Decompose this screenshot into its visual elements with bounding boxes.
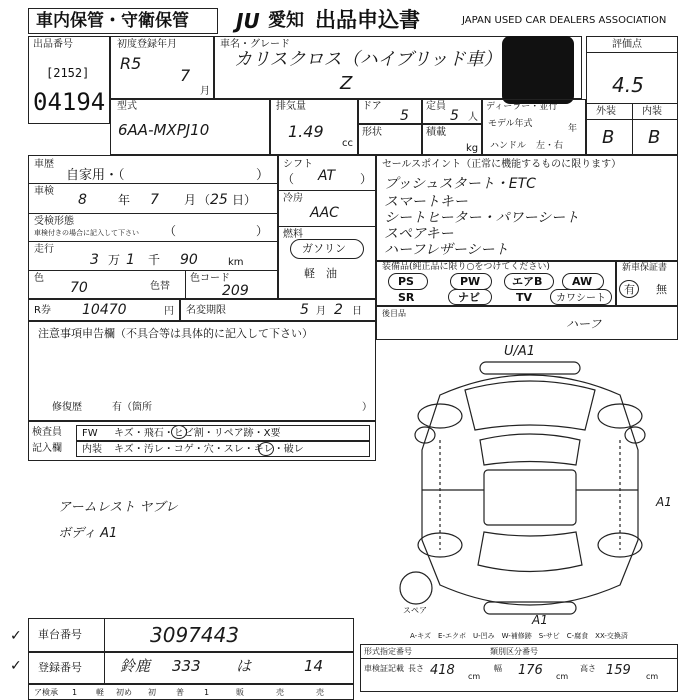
recycle-label: R券 <box>34 305 51 316</box>
shift-value: AT <box>318 168 336 184</box>
mileage-sen: 1 <box>126 252 135 268</box>
inspector-mark-2 <box>258 442 274 456</box>
shift-label: シフト <box>283 159 313 170</box>
length-value: 418 <box>430 663 455 678</box>
first-reg-month: 7 <box>180 66 191 85</box>
equip-pw-circle <box>450 273 492 290</box>
doc-2: 1 <box>72 688 78 697</box>
repair-close: ） <box>362 402 372 413</box>
model-code-label: 型式 <box>117 101 137 112</box>
shaken-day-open: （ <box>198 193 211 207</box>
warranty-no: 無 <box>656 283 667 296</box>
category-label: 類別区分番号 <box>490 647 538 656</box>
load-label: 積載 <box>426 127 446 138</box>
ju-logo: JU <box>236 9 260 33</box>
displacement-label: 排気量 <box>276 101 306 112</box>
shift-close: ） <box>360 172 373 186</box>
diagram-top-mark: U/A1 <box>504 344 536 359</box>
repair-label: 修復歴 <box>52 402 82 413</box>
score-label: 評価点 <box>612 39 642 50</box>
inspector-row1: キズ・飛石・ヒビ割・リペア跡・X要 <box>114 428 281 439</box>
fuel-gas: ガソリン <box>302 242 346 255</box>
doc-9: 売 <box>276 688 284 697</box>
association-name: JAPAN USED CAR DEALERS ASSOCIATION <box>462 15 667 26</box>
lot-bracket-number: [2152] <box>46 66 90 80</box>
sales-point-2: スマートキー <box>384 194 468 210</box>
lot-number: 04194 <box>33 88 106 116</box>
rear-item-value: ハーフ <box>566 317 602 331</box>
name-change-day-unit: 日 <box>352 306 362 317</box>
spare-label: スペア <box>403 606 427 615</box>
door-value: 5 <box>400 108 409 124</box>
warranty-yes-circle <box>619 280 639 298</box>
chassis-check: ✓ <box>10 628 22 644</box>
equip-leather: カワシート <box>556 293 606 304</box>
ac-value: AAC <box>310 205 339 221</box>
shape-label: 形状 <box>362 127 382 138</box>
model-year-unit: 年 <box>568 124 578 134</box>
height-value: 159 <box>606 663 631 678</box>
shaken-year-unit: 年 <box>118 193 131 207</box>
sales-points-label: セールスポイント（正常に機能するものに限ります） <box>382 159 622 170</box>
inspection-label: 車検証記載 <box>364 664 404 673</box>
chassis-label: 車台番号 <box>38 628 82 641</box>
model-code-value: 6AA-MXPJ10 <box>118 121 210 139</box>
sales-point-4: スペアキー <box>384 226 454 242</box>
color-label: 色 <box>34 273 44 284</box>
first-reg-label: 初度登録年月 <box>117 39 177 50</box>
chassis-value: 3097443 <box>150 623 240 647</box>
interior-grade: B <box>648 127 661 148</box>
shaken-month: 7 <box>150 192 159 208</box>
diagram-legend: A-キズ E-エクボ U-凹み W-補修跡 S-サビ C-腐食 XX-交換済 <box>410 632 628 640</box>
name-change-month-unit: 月 <box>316 306 326 317</box>
equip-navi: ナビ <box>458 291 480 304</box>
rear-item-box <box>376 306 678 340</box>
repair-value: 有（箇所 <box>112 402 152 413</box>
warranty-yes: 有 <box>624 283 635 296</box>
plate-check: ✓ <box>10 658 22 674</box>
recycle-value: 10470 <box>82 302 127 318</box>
inspector-note-2: ボディ A1 <box>58 526 118 541</box>
notes-label: 注意事項申告欄（不具合等は具体的に記入して下さい） <box>38 327 313 340</box>
shaken-month-unit: 月 <box>184 193 197 207</box>
receipt-note: 車検付きの場合に記入して下さい <box>34 229 139 237</box>
shaken-day-close: 日） <box>232 193 257 207</box>
doc-3: 軽 <box>96 688 104 697</box>
inspector-in: 内装 <box>82 444 102 455</box>
model-name: カリスクロス（ハイブリッド車） <box>234 49 502 70</box>
doc-1: ア検承 <box>34 688 58 697</box>
sales-point-3: シートヒーター・パワーシート <box>384 210 580 226</box>
displacement-value: 1.49 <box>288 122 324 141</box>
width-label: 幅 <box>494 664 502 673</box>
plate-number: 14 <box>304 657 324 675</box>
doc-5: 初 <box>148 688 156 697</box>
ac-label: 冷房 <box>283 193 303 204</box>
interior-label: 内装 <box>642 106 662 117</box>
score-value: 4.5 <box>612 73 644 97</box>
history-close: ） <box>256 168 270 183</box>
name-change-day: 2 <box>334 302 343 318</box>
equip-aw-circle <box>562 273 604 290</box>
shaken-year: 8 <box>78 192 87 208</box>
capacity-value: 5 <box>450 108 459 124</box>
doc-4: 初め <box>116 688 132 697</box>
form-title: 出品申込書 <box>315 8 420 32</box>
length-unit: cm <box>468 672 481 681</box>
equip-airbag-circle <box>504 273 554 290</box>
inspector-note-1: アームレスト ヤブレ <box>58 500 178 515</box>
displacement-unit: cc <box>342 138 353 149</box>
color-code-value: 209 <box>222 283 249 299</box>
color-code-label: 色コード <box>190 273 230 284</box>
inspector-row2: キズ・汚レ・コゲ・穴・スレ・キレ・破レ <box>114 444 304 455</box>
sales-point-5: ハーフレザーシート <box>384 242 509 258</box>
recycle-unit: 円 <box>164 306 174 317</box>
model-year-label: モデル年式 <box>488 119 533 129</box>
equip-pw: PW <box>460 275 481 288</box>
receipt-close: ） <box>256 224 269 238</box>
capacity-unit: 人 <box>468 112 478 123</box>
mileage-man: 3 <box>90 252 99 268</box>
mileage-rest: 90 <box>180 252 198 268</box>
designation-label: 形式指定番号 <box>364 647 412 656</box>
door-label: ドア <box>362 101 382 112</box>
exterior-grade: B <box>602 127 615 148</box>
shaken-day: 25 <box>210 192 228 208</box>
equip-aw: AW <box>572 275 593 288</box>
inspector-mark-1 <box>171 425 187 439</box>
doc-6: 普 <box>176 688 184 697</box>
receipt-label: 受検形態 <box>34 216 74 227</box>
plate-area: 鈴鹿 <box>120 657 151 675</box>
equip-navi-circle <box>448 289 492 305</box>
dealer-label: ディーラー・並行 <box>486 102 558 112</box>
mileage-man-unit: 万 <box>108 253 121 267</box>
first-reg-month-unit: 月 <box>200 86 210 97</box>
first-reg-year: R5 <box>120 54 142 73</box>
diagram-right-mark: A1 <box>656 495 672 509</box>
model-grade-value: Z <box>340 73 353 94</box>
plate-label: 登録番号 <box>38 661 82 674</box>
sales-point-1: プッシュスタート・ETC <box>384 176 536 192</box>
width-unit: cm <box>556 672 569 681</box>
shaken-label: 車検 <box>34 186 54 197</box>
warranty-label: 新車保証書 <box>622 263 668 273</box>
handle-options: 左・右 <box>536 141 564 151</box>
redacted-block <box>502 36 574 104</box>
shift-open: （ <box>282 172 295 186</box>
width-value: 176 <box>518 663 543 678</box>
height-label: 高さ <box>580 664 596 673</box>
name-change-month: 5 <box>300 302 309 318</box>
inspector-label-2: 記入欄 <box>32 443 62 454</box>
mileage-unit: km <box>228 257 244 268</box>
equip-leather-circle <box>550 289 612 305</box>
diagram-bottom-mark: A1 <box>532 613 548 627</box>
mileage-sen-unit: 千 <box>148 253 161 267</box>
lot-label: 出品番号 <box>33 39 73 50</box>
color-change-label: 色替 <box>150 281 170 292</box>
color-value: 70 <box>70 280 88 296</box>
capacity-label: 定員 <box>426 101 446 112</box>
doc-8: 販 <box>236 688 244 697</box>
equip-ps-circle <box>388 273 428 290</box>
receipt-open: （ <box>164 224 177 238</box>
region-name: 愛知 <box>268 10 304 31</box>
doc-7: 1 <box>204 688 210 697</box>
load-unit: kg <box>466 143 479 154</box>
slot-type: 車内保管・守衛保管 <box>36 11 189 31</box>
name-change-label: 名変期限 <box>186 305 226 316</box>
rear-item-label: 後目品 <box>382 309 406 318</box>
car-diagram <box>380 340 680 640</box>
equip-airbag: エアB <box>512 275 543 288</box>
mileage-label: 走行 <box>34 244 54 255</box>
inspector-fw: FW <box>82 428 98 439</box>
exterior-label: 外装 <box>596 106 616 117</box>
history-value: 自家用・（ <box>66 168 125 183</box>
fuel-diesel: 軽 油 <box>304 267 337 280</box>
length-label: 長さ <box>408 664 424 673</box>
equip-ps: PS <box>398 275 414 288</box>
history-label: 車歴 <box>34 159 54 170</box>
model-grade-label: 車名・グレード <box>220 39 290 50</box>
equip-tv: TV <box>516 291 533 304</box>
plate-kana: は <box>236 657 252 675</box>
height-unit: cm <box>646 672 659 681</box>
equip-sr: SR <box>398 291 415 304</box>
inspector-label-1: 検査員 <box>32 427 62 438</box>
plate-class: 333 <box>172 657 201 675</box>
doc-10: 売 <box>316 688 324 697</box>
fuel-label: 燃料 <box>283 229 303 240</box>
equipment-label: 装備品(純正品に限り○をつけてください) <box>382 262 550 272</box>
handle-label: ハンドル <box>490 141 527 151</box>
